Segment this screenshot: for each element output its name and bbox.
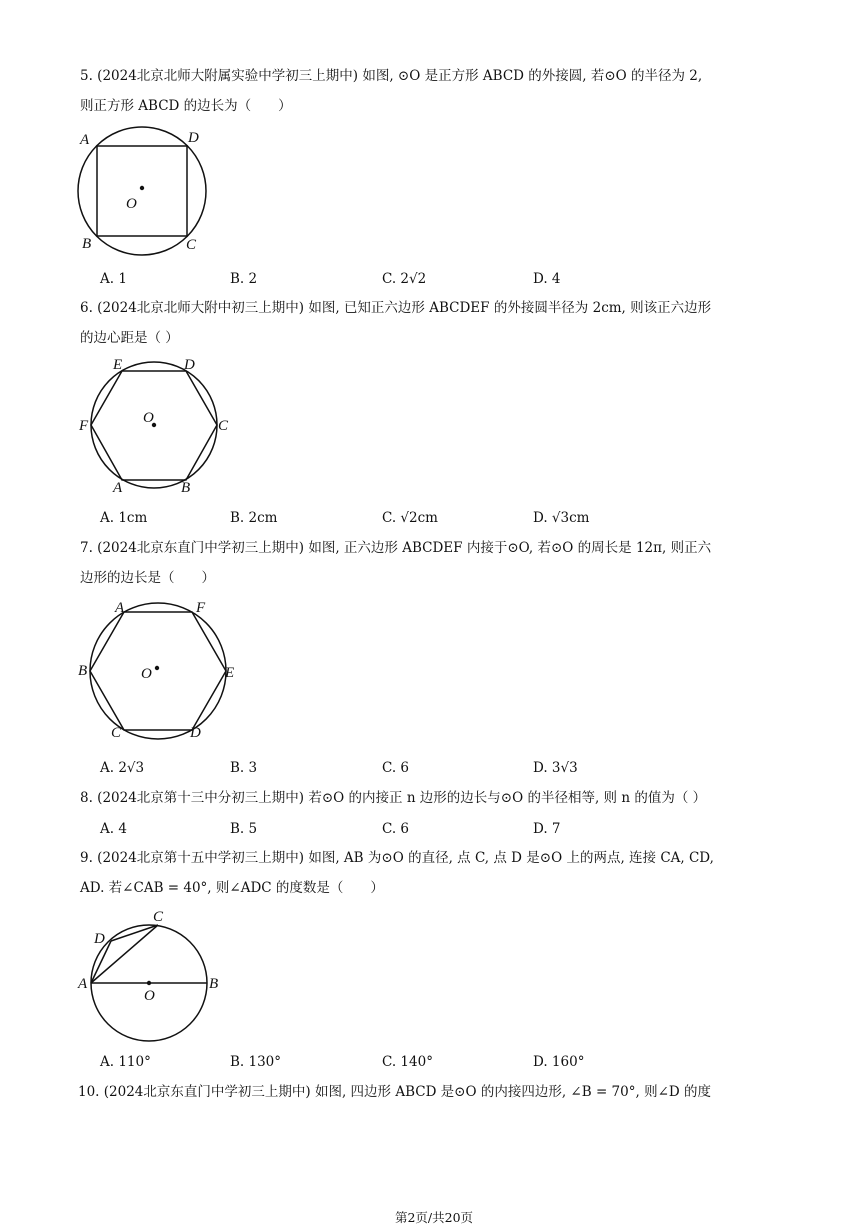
q6-label-b: B [181, 480, 191, 496]
q7-option-b[interactable]: B. 3 [230, 760, 258, 776]
q7-option-a[interactable]: A. 2√3 [100, 760, 145, 776]
q6-option-a[interactable]: A. 1cm [100, 510, 148, 526]
q6-label-a: A [113, 480, 123, 496]
q7-label-c: C [111, 725, 122, 741]
q9-label-c: C [153, 909, 164, 925]
q7-label-a: A [115, 600, 125, 616]
q6-option-d[interactable]: D. √3cm [533, 510, 590, 526]
q5-label-b: B [82, 236, 92, 252]
q7-option-c[interactable]: C. 6 [382, 760, 410, 776]
q5-option-d[interactable]: D. 4 [533, 271, 561, 287]
q8-option-d[interactable]: D. 7 [533, 821, 561, 837]
q7-center-dot [155, 666, 159, 670]
q6-label-e: E [113, 357, 123, 373]
q7-label-b: B [78, 663, 88, 679]
q5-stem-line2: 则正方形 ABCD 的边长为（ ） [80, 98, 292, 114]
q5-figure [70, 120, 220, 255]
q9-center-dot [147, 981, 151, 985]
q5-label-o: O [126, 196, 137, 212]
q5-option-c[interactable]: C. 2√2 [382, 271, 427, 287]
q5-option-a[interactable]: A. 1 [100, 271, 127, 287]
q7-label-o: O [141, 666, 152, 682]
q5-stem-line1: 5. (2024北京北师大附属实验中学初三上期中) 如图, ⊙O 是正方形 ABCD 的外接圆, 若⊙O 的半径为 2, [80, 68, 703, 84]
q5-label-a: A [80, 132, 90, 148]
q6-option-c[interactable]: C. √2cm [382, 510, 438, 526]
q7-label-d: D [190, 725, 201, 741]
q6-label-c: C [218, 418, 229, 434]
q9-label-a: A [78, 976, 88, 992]
q9-stem-line1: 9. (2024北京第十五中学初三上期中) 如图, AB 为⊙O 的直径, 点 C, 点 D 是⊙O 上的两点, 连接 CA, CD, [80, 850, 714, 866]
q8-stem-line1: 8. (2024北京第十三中分初三上期中) 若⊙O 的内接正 n 边形的边长与⊙O 的半径相等, 则 n 的值为（ ） [80, 790, 707, 806]
q9-stem-line2: AD. 若∠CAB = 40°, 则∠ADC 的度数是（ ） [80, 880, 384, 896]
q6-option-b[interactable]: B. 2cm [230, 510, 278, 526]
q9-chord-ad [91, 941, 111, 983]
q6-figure [75, 355, 240, 500]
q5-square [97, 146, 187, 236]
q6-label-f: F [79, 418, 89, 434]
q6-label-o: O [143, 410, 154, 426]
q9-label-d: D [94, 931, 105, 947]
q10-stem-line1: 10. (2024北京东直门中学初三上期中) 如图, 四边形 ABCD 是⊙O 的内接四边形, ∠B = 70°, 则∠D 的度 [78, 1084, 711, 1100]
page-footer: 第2页/共20页 [394, 1210, 474, 1225]
q8-option-c[interactable]: C. 6 [382, 821, 410, 837]
q5-center-dot [140, 186, 144, 190]
q5-label-d: D [188, 130, 199, 146]
q8-option-a[interactable]: A. 4 [100, 821, 127, 837]
q9-option-d[interactable]: D. 160° [533, 1054, 585, 1070]
q7-hexagon [90, 612, 226, 730]
q7-label-f: F [196, 600, 206, 616]
q7-stem-line2: 边形的边长是（ ） [80, 570, 215, 586]
q7-option-d[interactable]: D. 3√3 [533, 760, 578, 776]
q9-option-a[interactable]: A. 110° [100, 1054, 151, 1070]
q5-label-c: C [186, 237, 197, 253]
q6-stem-line1: 6. (2024北京北师大附中初三上期中) 如图, 已知正六边形 ABCDEF 的外接圆半径为 2cm, 则该正六边形 [80, 300, 712, 316]
q9-label-b: B [209, 976, 219, 992]
q9-label-o: O [144, 988, 155, 1004]
q9-option-c[interactable]: C. 140° [382, 1054, 433, 1070]
q7-stem-line1: 7. (2024北京东直门中学初三上期中) 如图, 正六边形 ABCDEF 内接于⊙O, 若⊙O 的周长是 12π, 则正六 [80, 540, 712, 556]
q6-stem-line2: 的边心距是（ ） [80, 330, 179, 346]
q9-option-b[interactable]: B. 130° [230, 1054, 282, 1070]
q7-label-e: E [225, 665, 235, 681]
q7-figure [75, 595, 245, 745]
q9-figure [75, 905, 235, 1050]
q6-label-d: D [184, 357, 195, 373]
q8-option-b[interactable]: B. 5 [230, 821, 258, 837]
q5-option-b[interactable]: B. 2 [230, 271, 258, 287]
q7-circle [90, 603, 226, 739]
